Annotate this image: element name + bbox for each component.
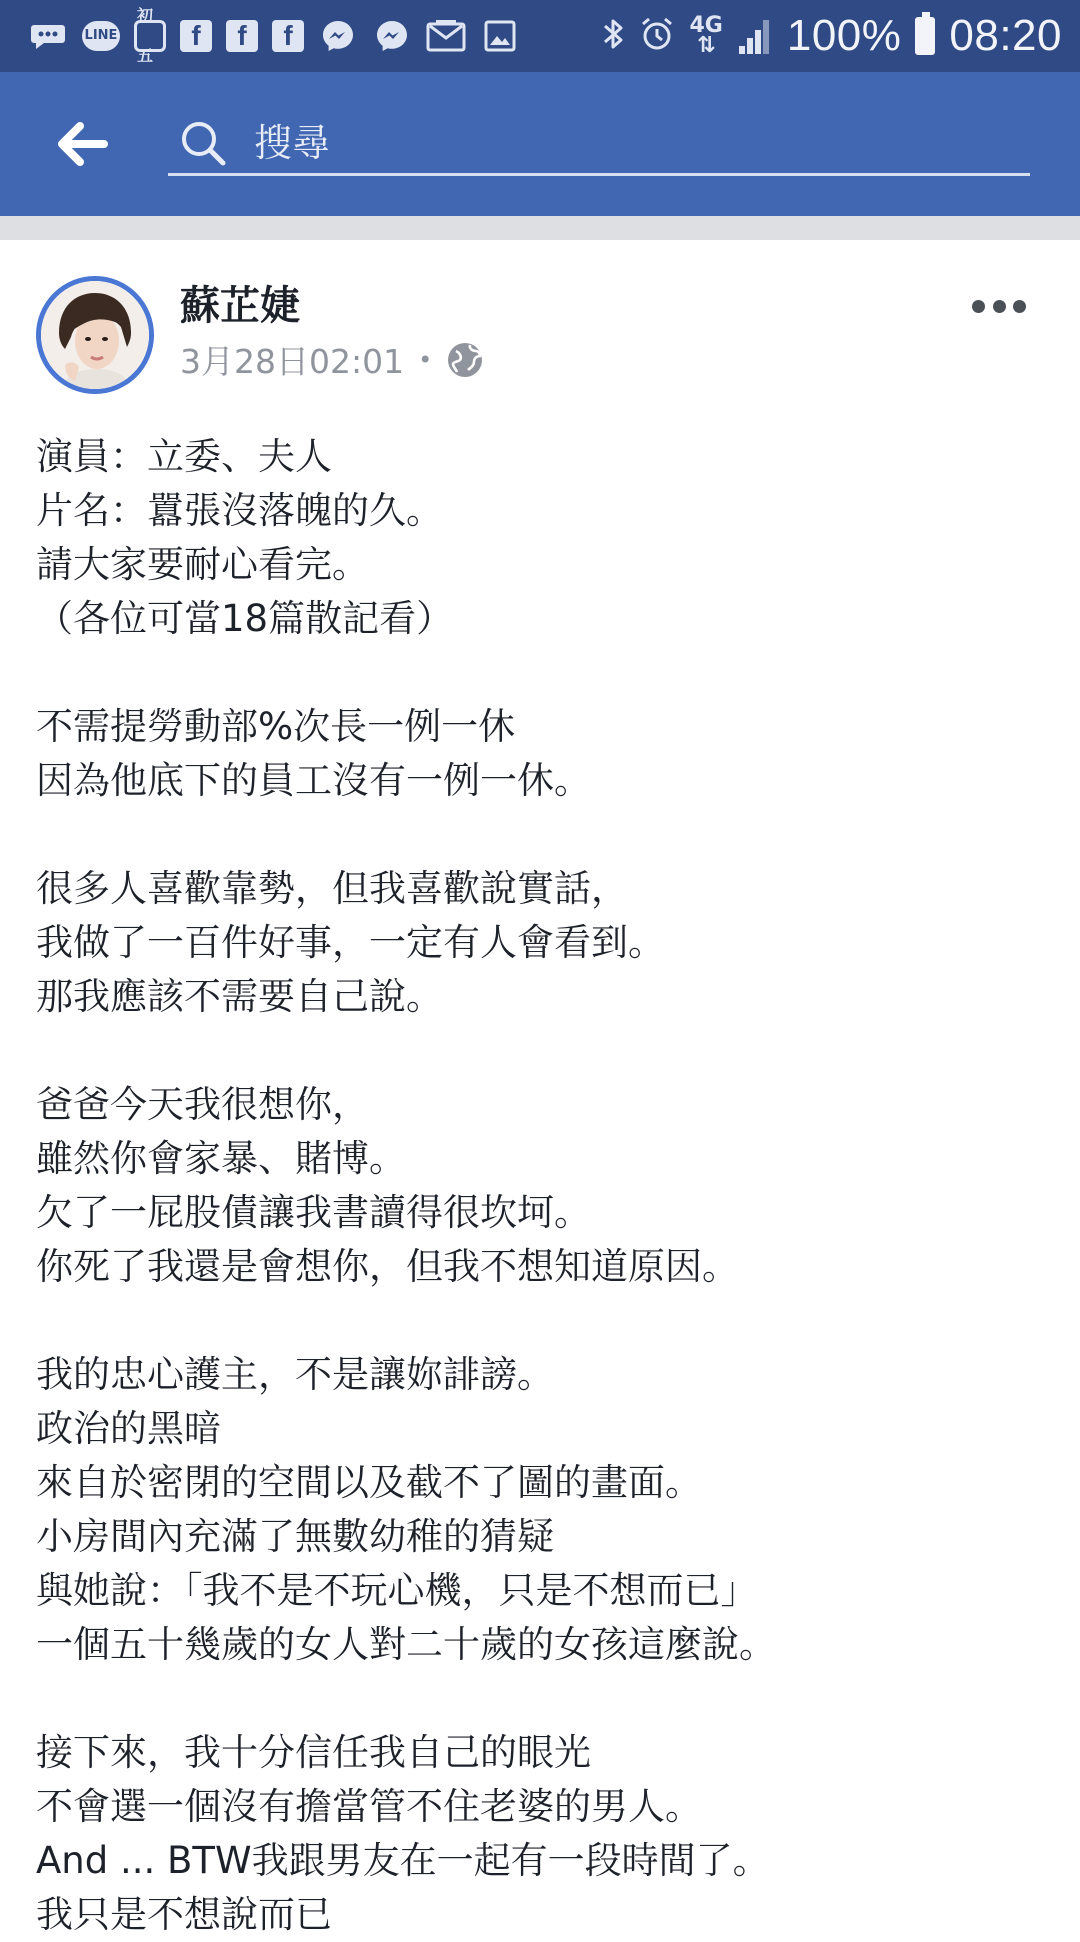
signal-icon bbox=[737, 18, 773, 54]
post-text bbox=[36, 430, 1056, 1942]
post-text-line: 與她說：「我不是不玩心機，只是不想而已」 bbox=[36, 1569, 758, 1612]
more-options-button[interactable] bbox=[972, 296, 1026, 316]
post-text-line: 請大家要耐心看完。 bbox=[36, 543, 369, 586]
post-text-line: 很多人喜歡靠勢，但我喜歡說實話， bbox=[36, 867, 628, 910]
app-bar bbox=[0, 72, 1080, 216]
post-text-line bbox=[36, 1024, 1056, 1078]
post-text-line: 政治的黑暗 bbox=[36, 1407, 221, 1450]
facebook-icon: f bbox=[226, 20, 258, 52]
post-text-line bbox=[36, 1672, 1056, 1726]
more-dot-icon bbox=[1013, 300, 1026, 313]
post-text-line: 不需提勞動部%次長一例一休 bbox=[36, 705, 516, 748]
calendar-icon: 初五 bbox=[134, 20, 166, 52]
meta-separator: • bbox=[418, 345, 433, 374]
battery-percentage: 100% bbox=[786, 11, 902, 60]
post-text-line bbox=[36, 1294, 1056, 1348]
post-meta bbox=[180, 336, 484, 383]
status-bar bbox=[0, 0, 1080, 72]
profile-photo bbox=[41, 281, 149, 389]
post-timestamp[interactable]: 3月28日02:01 bbox=[180, 342, 405, 381]
network-label: 4G bbox=[689, 13, 723, 38]
post-text-line: 片名：囂張沒落魄的久。 bbox=[36, 489, 443, 532]
globe-icon bbox=[446, 341, 484, 379]
line-icon: LINE bbox=[82, 21, 120, 51]
post-text-line: And ... BTW我跟男友在一起有一段時間了。 bbox=[36, 1839, 770, 1882]
back-button[interactable] bbox=[52, 116, 112, 172]
mail-icon bbox=[426, 16, 466, 56]
more-dot-icon bbox=[972, 300, 985, 313]
author-name[interactable]: 蘇芷婕 bbox=[180, 283, 300, 329]
post-text-line: 因為他底下的員工沒有一例一休。 bbox=[36, 759, 591, 802]
search-input[interactable] bbox=[252, 114, 996, 172]
facebook-icon: f bbox=[180, 20, 212, 52]
messenger-icon bbox=[318, 16, 358, 56]
battery-icon bbox=[915, 17, 935, 55]
network-4g-icon: 4G ⇅ bbox=[689, 13, 723, 58]
post-card bbox=[0, 240, 1080, 1936]
post-text-line: 我只是不想說而已 bbox=[36, 1893, 332, 1936]
post-text-line: 欠了一屁股債讓我書讀得很坎坷。 bbox=[36, 1191, 591, 1234]
post-text-line bbox=[36, 808, 1056, 862]
search-field[interactable] bbox=[168, 112, 1030, 176]
post-text-line: 雖然你會家暴、賭博。 bbox=[36, 1137, 406, 1180]
search-icon bbox=[178, 118, 228, 168]
post-text-line: 接下來，我十分信任我自己的眼光 bbox=[36, 1731, 591, 1774]
post-text-line: 不會選一個沒有擔當管不住老婆的男人。 bbox=[36, 1785, 702, 1828]
post-text-line: 演員：立委、夫人 bbox=[36, 435, 332, 478]
avatar[interactable] bbox=[36, 276, 154, 394]
post-text-line: 爸爸今天我很想你， bbox=[36, 1083, 369, 1126]
clock-time: 08:20 bbox=[949, 11, 1062, 60]
post-text-line: （各位可當18篇散記看） bbox=[36, 597, 454, 640]
post-text-line bbox=[36, 646, 1056, 700]
post-text-line: 小房間內充滿了無數幼稚的猜疑 bbox=[36, 1515, 554, 1558]
bluetooth-icon bbox=[601, 16, 625, 56]
image-icon bbox=[480, 16, 520, 56]
feed-divider bbox=[0, 216, 1080, 240]
post-text-line: 來自於密閉的空間以及截不了圖的畫面。 bbox=[36, 1461, 702, 1504]
post-text-line: 我的忠心護主，不是讓妳誹謗。 bbox=[36, 1353, 554, 1396]
post-text-line: 你死了我還是會想你，但我不想知道原因。 bbox=[36, 1245, 739, 1288]
post-text-line: 一個五十幾歲的女人對二十歲的女孩這麼說。 bbox=[36, 1623, 776, 1666]
messenger-icon bbox=[372, 16, 412, 56]
alarm-icon bbox=[639, 16, 675, 56]
post-text-line: 那我應該不需要自己說。 bbox=[36, 975, 443, 1018]
facebook-icon: f bbox=[272, 20, 304, 52]
chat-bubble-icon bbox=[28, 16, 68, 56]
more-dot-icon bbox=[993, 300, 1006, 313]
post-text-line: 我做了一百件好事，一定有人會看到。 bbox=[36, 921, 665, 964]
arrow-left-icon bbox=[52, 116, 112, 172]
